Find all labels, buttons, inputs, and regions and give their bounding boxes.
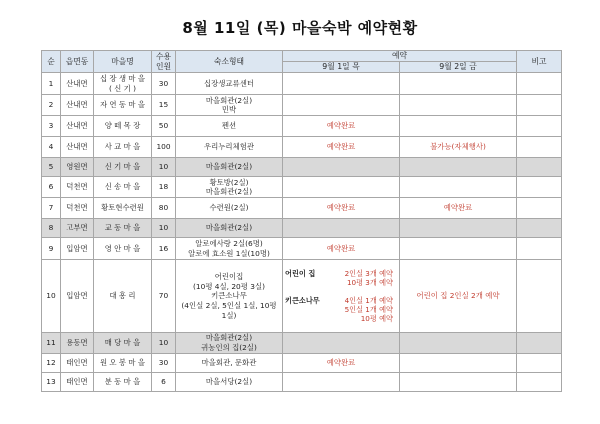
row-capacity-text: 18	[158, 182, 169, 192]
table-row	[42, 116, 562, 137]
row-village	[94, 158, 152, 177]
reservation-detail-line: 2인실 3개 예약	[344, 268, 393, 278]
row-village	[94, 219, 152, 238]
row-day2	[400, 353, 517, 372]
row-day1	[283, 333, 400, 353]
page-title: 8월 11일 (목) 마을숙박 예약현황	[182, 19, 418, 37]
row-day1	[283, 353, 400, 372]
row-lodging-text: 마을회관(2실)	[205, 162, 253, 172]
row-capacity	[152, 238, 176, 260]
row-no	[42, 158, 61, 177]
header-village: 마을명	[94, 51, 152, 73]
row-no	[42, 260, 61, 333]
row-lodging-text: 마을회관(2실) 민박	[205, 95, 253, 115]
row-capacity-text: 16	[158, 243, 169, 253]
row-village	[94, 95, 152, 116]
row-day1-text: 예약완료	[326, 121, 356, 131]
row-note	[517, 116, 562, 137]
row-town	[61, 372, 94, 391]
row-note	[517, 219, 562, 238]
row-day1-text: 예약완료	[326, 142, 356, 152]
row-day1	[283, 73, 400, 95]
table-body	[42, 73, 562, 391]
row-town	[61, 137, 94, 158]
row-note	[517, 158, 562, 177]
row-town-text: 고부면	[66, 223, 88, 233]
row-lodging	[176, 177, 283, 198]
header-day2: 9월 2일 금	[400, 62, 517, 73]
row-day2	[400, 177, 517, 198]
row-lodging	[176, 198, 283, 219]
row-capacity	[152, 198, 176, 219]
row-day2	[400, 73, 517, 95]
row-no-text: 12	[46, 357, 56, 367]
reservation-detail-group	[285, 269, 397, 288]
row-capacity-text: 70	[158, 291, 169, 301]
row-village-text: 황토현수련원	[101, 203, 144, 213]
row-town	[61, 219, 94, 238]
table-row	[42, 158, 562, 177]
table-row	[42, 372, 562, 391]
row-village	[94, 137, 152, 158]
row-capacity	[152, 372, 176, 391]
row-village	[94, 260, 152, 333]
row-town-text: 산내면	[66, 100, 88, 110]
row-village-text: 분 동 마 을	[104, 376, 141, 386]
row-town	[61, 177, 94, 198]
row-capacity	[152, 177, 176, 198]
row-note	[517, 198, 562, 219]
row-village	[94, 372, 152, 391]
header-capacity	[152, 51, 176, 73]
row-town-text: 산내면	[66, 78, 88, 88]
row-village-text: 신 기 마 을	[104, 162, 141, 172]
row-village	[94, 116, 152, 137]
header-reservation: 예약	[283, 51, 517, 62]
row-village-text: 자 연 동 마 을	[99, 100, 146, 110]
row-town	[61, 198, 94, 219]
row-day1	[283, 158, 400, 177]
table-row	[42, 260, 562, 333]
row-note	[517, 260, 562, 333]
row-town-text: 입암면	[66, 243, 88, 253]
row-day2	[400, 116, 517, 137]
row-day1	[283, 116, 400, 137]
row-town-text: 용동면	[66, 338, 88, 348]
row-village	[94, 73, 152, 95]
row-town	[61, 158, 94, 177]
header-day1: 9월 1일 목	[283, 62, 400, 73]
row-lodging-text: 마을서당(2실)	[205, 376, 253, 386]
row-lodging	[176, 372, 283, 391]
row-capacity	[152, 260, 176, 333]
row-capacity-text: 15	[158, 100, 169, 110]
row-capacity-text: 50	[158, 121, 169, 131]
row-town-text: 산내면	[66, 121, 88, 131]
row-town-text: 덕천면	[66, 182, 88, 192]
row-no	[42, 137, 61, 158]
table-row	[42, 333, 562, 353]
header-note: 비고	[517, 51, 562, 73]
reservation-detail-line: 4인실 1개 예약	[344, 295, 393, 305]
row-lodging-text: 십장생교류센터	[204, 78, 254, 88]
row-day2	[400, 219, 517, 238]
row-village-text: 교 동 마 을	[104, 223, 141, 233]
row-village-text: 사 교 마 을	[104, 142, 141, 152]
row-capacity	[152, 116, 176, 137]
row-no-text: 7	[48, 203, 54, 213]
reservation-detail-group	[285, 296, 397, 324]
row-capacity-text: 30	[158, 78, 169, 88]
row-day1	[283, 198, 400, 219]
row-no	[42, 333, 61, 353]
row-note	[517, 238, 562, 260]
table-row	[42, 198, 562, 219]
row-note	[517, 95, 562, 116]
row-no	[42, 177, 61, 198]
row-capacity-text: 100	[156, 142, 171, 152]
table-row	[42, 95, 562, 116]
row-town-text: 덕천면	[66, 203, 88, 213]
header-lodging: 숙소형태	[176, 51, 283, 73]
row-capacity	[152, 333, 176, 353]
row-day2-text: 불가능(자체행사)	[430, 142, 486, 152]
row-no-text: 5	[48, 162, 54, 172]
row-lodging-text: 마을회관(2실) 귀농인의 집(2실)	[201, 333, 257, 352]
table-row	[42, 177, 562, 198]
table-row	[42, 73, 562, 95]
reservation-table	[41, 50, 562, 392]
row-day1	[283, 372, 400, 391]
row-no-text: 8	[48, 223, 54, 233]
row-lodging	[176, 219, 283, 238]
row-no	[42, 198, 61, 219]
row-note	[517, 333, 562, 353]
row-capacity-text: 10	[158, 338, 169, 348]
row-capacity	[152, 158, 176, 177]
header-capacity-text: 수용 인원	[155, 51, 172, 71]
row-town-text: 산내면	[66, 142, 88, 152]
row-lodging	[176, 95, 283, 116]
row-town-text: 입암면	[66, 291, 88, 301]
row-no	[42, 353, 61, 372]
row-lodging	[176, 333, 283, 353]
row-no-text: 11	[46, 338, 56, 348]
row-day2	[400, 372, 517, 391]
row-capacity-text: 6	[161, 376, 166, 386]
row-town	[61, 333, 94, 353]
row-village-text: 원 오 봉 마 을	[99, 357, 146, 367]
row-day1-text: 예약완료	[326, 357, 356, 367]
row-lodging	[176, 158, 283, 177]
row-lodging-text: 마을회관(2실)	[205, 223, 253, 233]
row-town-text: 영원면	[66, 162, 88, 172]
row-day1	[283, 95, 400, 116]
row-town	[61, 116, 94, 137]
row-day1	[283, 137, 400, 158]
row-no-text: 1	[48, 78, 54, 88]
row-note	[517, 73, 562, 95]
row-lodging-text: 황토방(2실) 마을회관(2실)	[205, 177, 253, 197]
row-town	[61, 95, 94, 116]
row-day1	[283, 219, 400, 238]
row-day2	[400, 95, 517, 116]
row-note	[517, 177, 562, 198]
row-capacity	[152, 95, 176, 116]
row-lodging-text: 펜션	[221, 121, 237, 131]
row-lodging-text: 알로에사랑 2실(6명) 알로에 효소원 1실(10명)	[188, 239, 270, 258]
row-day2	[400, 137, 517, 158]
row-note	[517, 137, 562, 158]
row-no-text: 9	[48, 243, 54, 253]
row-village-text: 매 당 마 을	[104, 338, 141, 348]
row-note	[517, 372, 562, 391]
reservation-detail-line: 10평 3개 예약	[346, 278, 393, 288]
row-day1-text: 예약완료	[326, 203, 356, 213]
row-no-text: 13	[46, 376, 56, 386]
row-day1	[283, 260, 400, 333]
row-village	[94, 238, 152, 260]
row-capacity	[152, 353, 176, 372]
row-village-text: 영 안 마 을	[104, 243, 141, 253]
row-town	[61, 353, 94, 372]
row-day1-text: 예약완료	[326, 243, 356, 253]
row-day2-text: 어린이 집 2인실 2개 예약	[416, 291, 500, 301]
row-note	[517, 353, 562, 372]
row-lodging-text: 마을회관, 문화관	[201, 357, 257, 367]
row-lodging	[176, 137, 283, 158]
row-village-text: 양 떼 목 장	[104, 121, 141, 131]
row-town-text: 태인면	[66, 376, 88, 386]
row-no	[42, 116, 61, 137]
reservation-detail-label: 어린이 집	[285, 268, 316, 278]
row-no-text: 10	[46, 291, 56, 301]
row-lodging	[176, 238, 283, 260]
row-capacity-text: 10	[158, 162, 169, 172]
row-village	[94, 353, 152, 372]
table-row	[42, 219, 562, 238]
row-town	[61, 238, 94, 260]
row-day2	[400, 158, 517, 177]
row-lodging	[176, 116, 283, 137]
reservation-detail-line: 5인실 1개 예약	[344, 304, 393, 314]
reservation-detail-label: 키큰소나무	[285, 295, 320, 305]
row-no	[42, 73, 61, 95]
table-row	[42, 137, 562, 158]
row-lodging-text: 수련원(2실)	[209, 203, 249, 213]
row-village-text: 대 흥 리	[109, 291, 136, 301]
row-no-text: 4	[48, 142, 54, 152]
row-capacity-text: 80	[158, 203, 169, 213]
row-town	[61, 73, 94, 95]
row-lodging-text: 우리누리체험관	[204, 142, 254, 152]
row-town	[61, 260, 94, 333]
row-no-text: 2	[48, 100, 54, 110]
row-day2	[400, 260, 517, 333]
row-lodging	[176, 353, 283, 372]
row-village-text: 십 장 생 마 을 ( 신 기 )	[99, 74, 146, 93]
row-lodging-text: 어린이집 (10평 4실, 20평 3실) 키큰소나무 (4인실 2실, 5인실 1실, 10평 1실)	[181, 272, 277, 320]
row-day2-text: 예약완료	[443, 203, 473, 213]
header-town: 읍면동	[61, 51, 94, 73]
row-no-text: 3	[48, 121, 54, 131]
row-no-text: 6	[48, 182, 54, 192]
row-no	[42, 372, 61, 391]
row-capacity-text: 10	[158, 223, 169, 233]
header-no: 순	[42, 51, 61, 73]
row-capacity	[152, 137, 176, 158]
row-village	[94, 333, 152, 353]
row-day1	[283, 177, 400, 198]
row-capacity	[152, 73, 176, 95]
row-day1	[283, 238, 400, 260]
row-day2	[400, 198, 517, 219]
row-village	[94, 198, 152, 219]
row-no	[42, 238, 61, 260]
table-row	[42, 238, 562, 260]
table-row	[42, 353, 562, 372]
row-capacity-text: 30	[158, 357, 169, 367]
row-village	[94, 177, 152, 198]
row-day2	[400, 333, 517, 353]
reservation-detail-line: 10평 예약	[360, 314, 393, 324]
row-lodging	[176, 260, 283, 333]
row-capacity	[152, 219, 176, 238]
row-lodging	[176, 73, 283, 95]
row-town-text: 태인면	[66, 357, 88, 367]
row-no	[42, 95, 61, 116]
row-day2	[400, 238, 517, 260]
row-no	[42, 219, 61, 238]
row-village-text: 신 송 마 을	[104, 182, 141, 192]
